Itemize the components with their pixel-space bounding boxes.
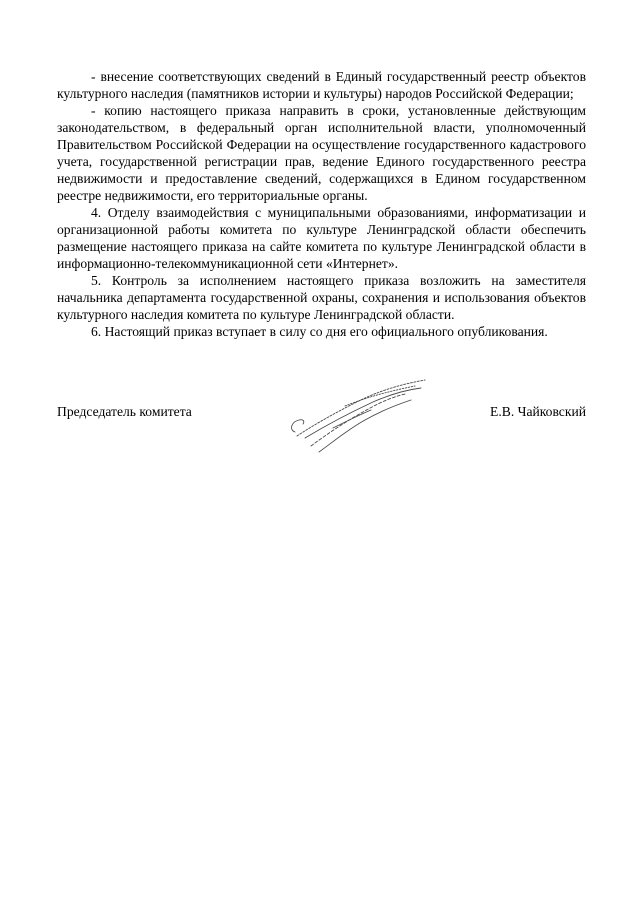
signature-block — [57, 403, 586, 483]
handwritten-signature — [285, 376, 435, 456]
paragraph-item-4-publication: 4. Отделу взаимодействия с муниципальными образованиями, информатизации и организационной работы комитета по культуре Ленинградской области обеспечить размещение настоящего приказа на сайте комитета по культуре Ленинградской области в информационно-телекоммуникационной сети «Интернет». — [57, 205, 586, 271]
paragraph-send-copy: - копию настоящего приказа направить в сроки, установленные действующим законодательством, в федеральный орган исполнительной власти, уполномоченный Правительством Российской Федерации на осуществление государственного кадастрового учета, государственной регистрации прав, ведение Единого государственного реестра недвижимости и предоставление сведений, содержащихся в Едином государственном реестре недвижимости, его территориальные органы. — [57, 103, 586, 203]
signer-name: Е.В. Чайковский — [490, 404, 586, 419]
document-body — [57, 68, 586, 340]
paragraph-registry-entry: - внесение соответствующих сведений в Единый государственный реестр объектов культурного наследия (памятников истории и культуры) народов Российской Федерации; — [57, 69, 586, 101]
paragraph-item-6-effective: 6. Настоящий приказ вступает в силу со дня его официального опубликования. — [91, 324, 548, 339]
signer-title: Председатель комитета — [57, 404, 192, 419]
paragraph-item-5-control: 5. Контроль за исполнением настоящего приказа возложить на заместителя начальника департамента государственной охраны, сохранения и использования объектов культурного наследия комитета по культуре Ленинградской области. — [57, 273, 586, 322]
